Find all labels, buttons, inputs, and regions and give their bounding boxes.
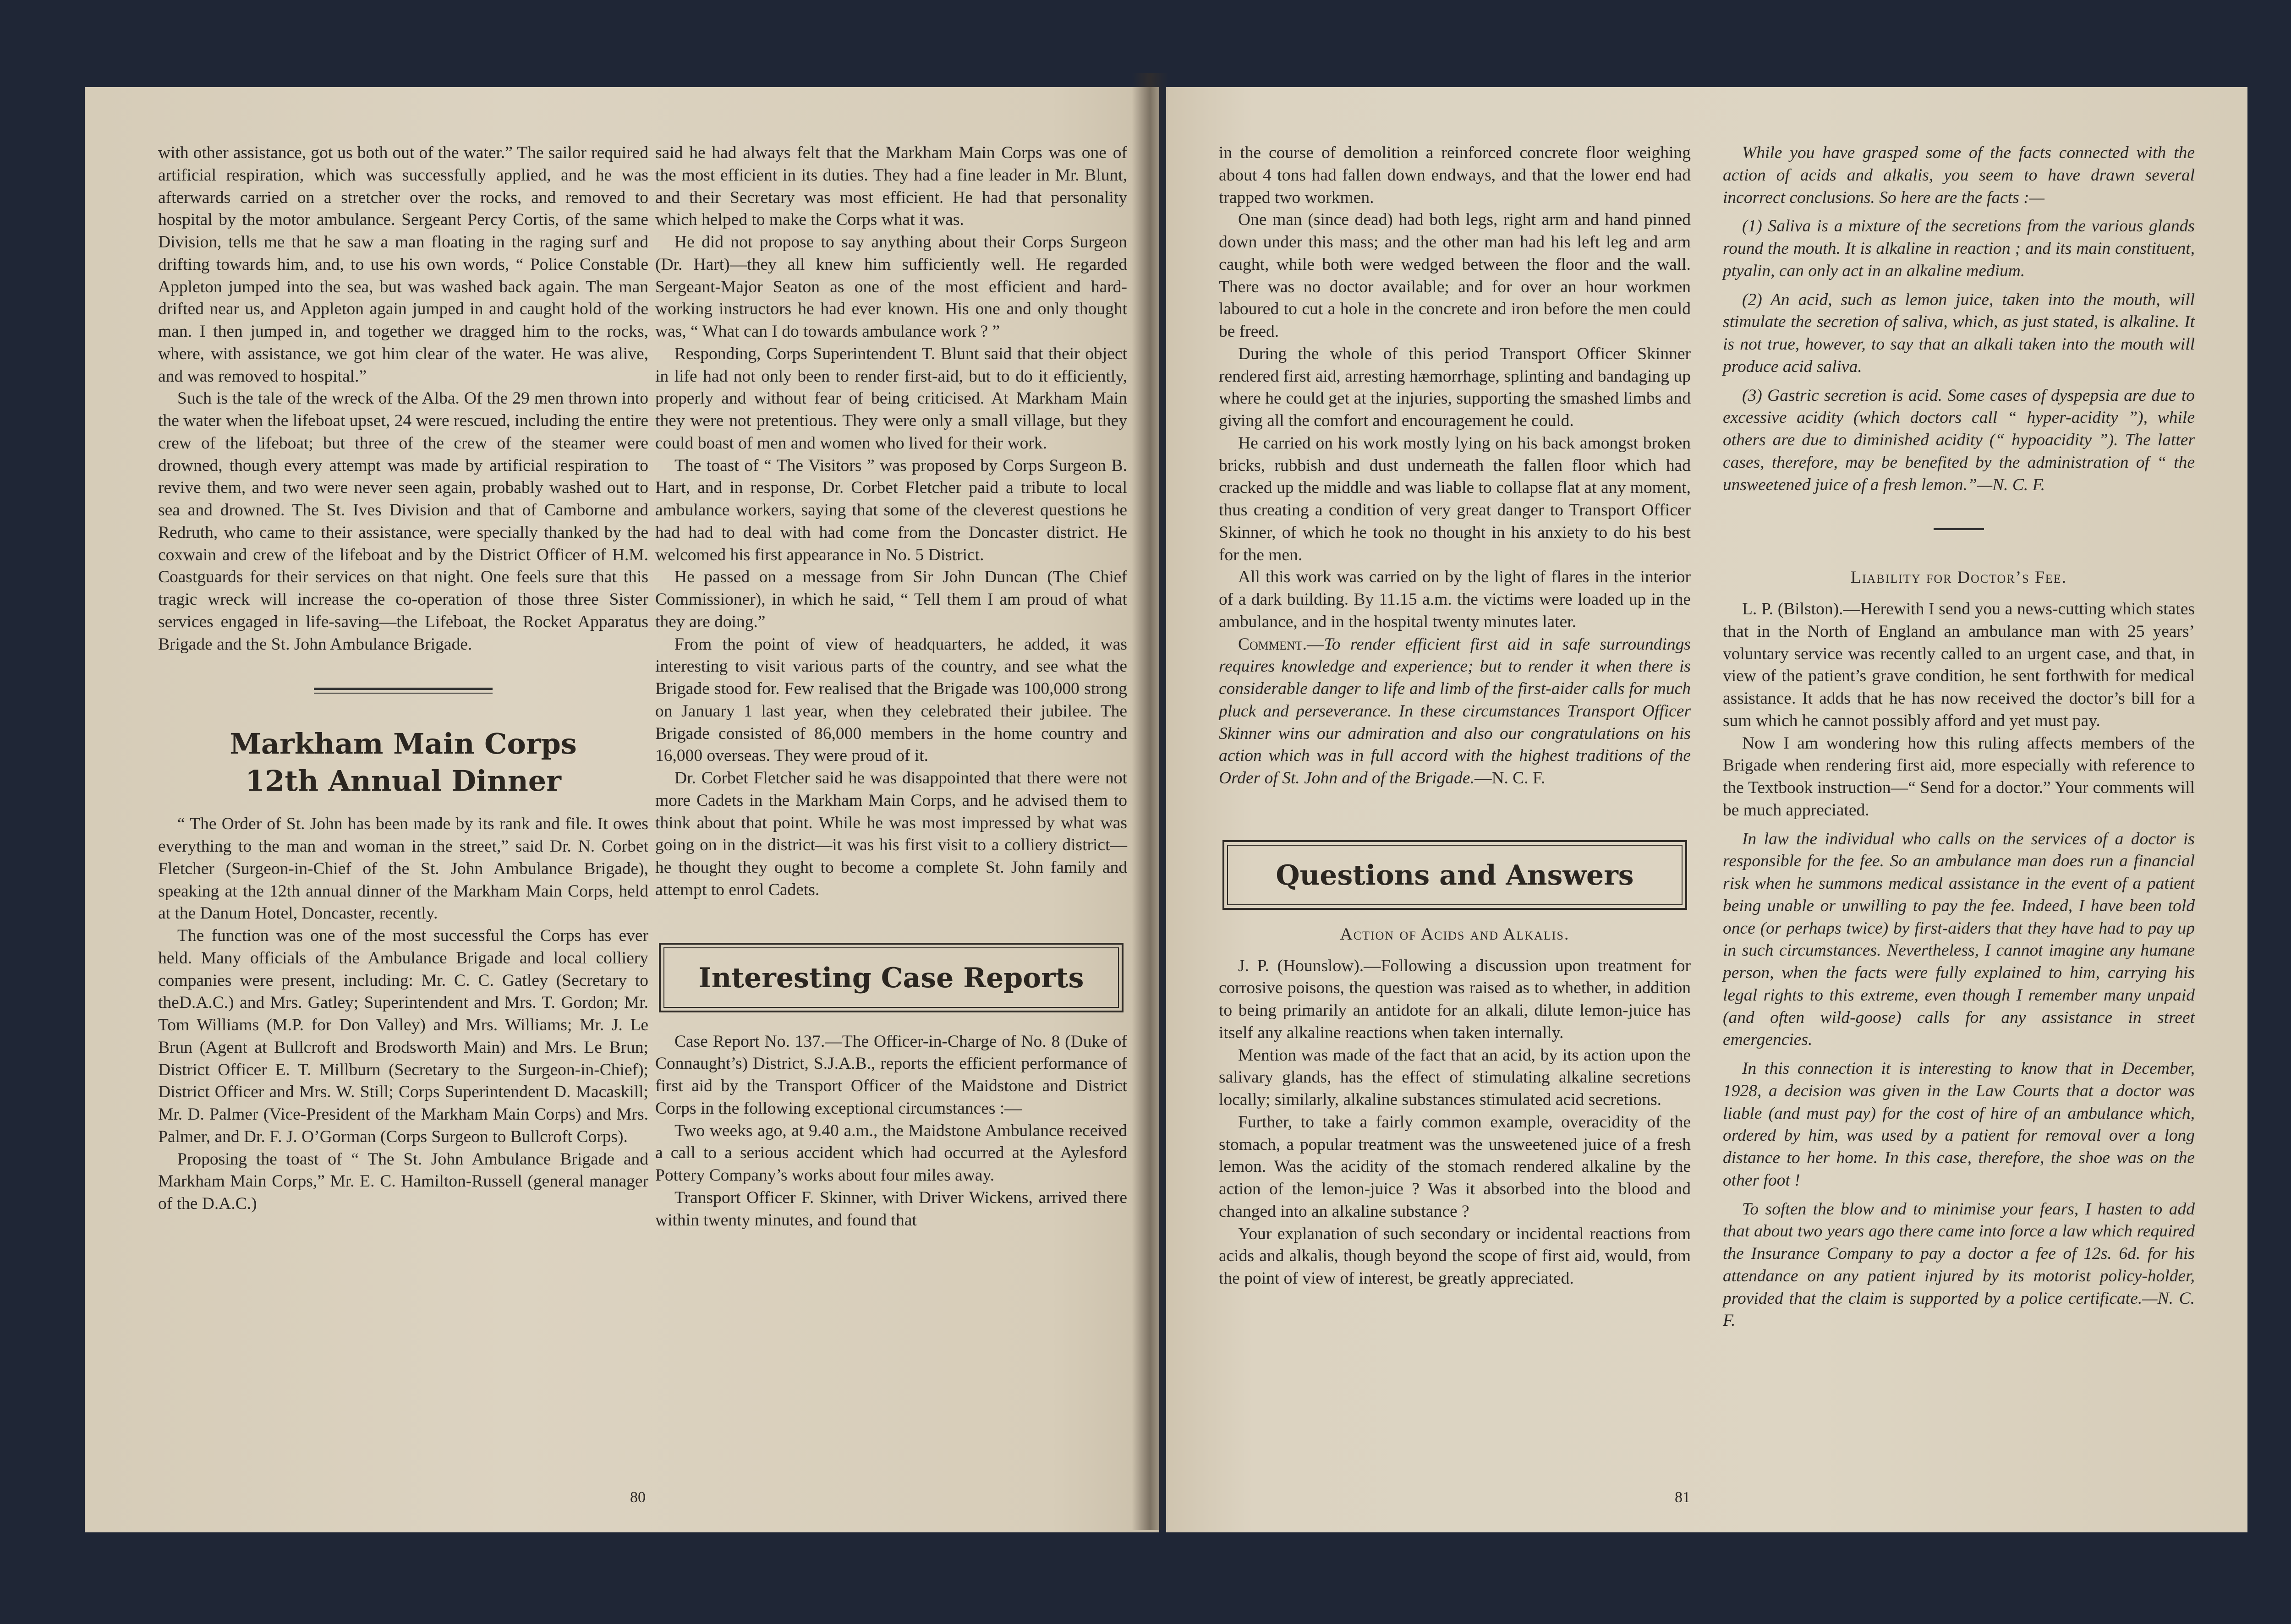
paragraph: One man (since dead) had both legs, right arm and hand pinned down under this mass; and the other man had his left leg and arm caught, while both were wedged between the floor and the wall. There was no doctor available; and for over an hour workmen laboured to cut a hole in the concrete and iron before the men could be freed. [1219,210,1691,341]
answer-paragraph: To soften the blow and to minimise your fears, I hasten to add that about two years ago there came into force a law which required the Insurance Company to pay a doctor a fee of 12s. 6d. for his attendance on any patient injured by its motorist policy-holder, provided that the claim is supported by a police certificate.—N. C. F. [1723,1199,2195,1330]
answer-paragraph: In this connection it is interesting to know that in December, 1928, a decision was given in the Law Courts that a doctor was liable (and must pay) for the cost of hire of an ambulance which, ordered by him, was used by a patient for removal over a long distance to her home. In this case, therefore, the shoe was on the other foot ! [1723,1059,2195,1190]
paragraph: Case Report No. 137.—The Officer-in-Charge of No. 8 (Duke of Connaught’s) District, S.J.A.B., reports the efficient performance of first aid by the Transport Officer of the Maidstone and District Corps in the following exceptional circumstances :— [655,1032,1127,1118]
paragraph: Such is the tale of the wreck of the Alba. Of the 29 men thrown into the water when the lifeboat upset, 24 were rescued, including the entire crew of the lifeboat; but three of the crew of the steamer were drowned, though every attempt was made by artificial respiration to revive them, and two were never seen again, probably washed out to sea and drowned. The St. Ives Division and that of Camborne and Redruth, who came to their assistance, were specially thanked by the coxwain and crew of the lifeboat and by the District Officer of H.M. Coastguards for their services on that night. One feels sure that this tragic wreck will increase the co-operation of those three Sister services engaged in life-saving—the Lifeboat, the Rocket Apparatus Brigade and the St. John Ambulance Brigade. [158,389,648,654]
paragraph: Now I am wondering how this ruling affects members of the Brigade when rendering first aid, more especially with reference to the Textbook instruction—“ Send for a doctor.” Your comments will be much appreciated. [1723,733,2195,820]
answer-paragraph: While you have grasped some of the facts connected with the action of acids and alkalis, you seem to have drawn several incorrect conclusions. So here are the facts :— [1723,143,2195,207]
answer-paragraph: (3) Gastric secretion is acid. Some cases of dyspepsia are due to excessive acidity (which doctors call “ hyper-acidity ”), while others are due to diminished acidity (“ hypoacidity ”). The latter cases, therefore, may be benefited by the administration of “ the unsweetened juice of a fresh lemon.”—N. C. F. [1723,386,2195,494]
left-page [85,87,1159,1532]
paragraph: Dr. Corbet Fletcher said he was disappointed that there were not more Cadets in the Markham Main Corps, and he advised them to think about that point. While he was most impressed by what was going on in the district—it was his first visit to a colliery district—he thought they ought to become a complete St. John family and attempt to enrol Cadets. [655,769,1127,899]
page-number: 81 [1675,1489,1690,1506]
paragraph: said he had always felt that the Markham Main Corps was one of the most efficient in its duties. They had a fine leader in Mr. Blunt, and their Secretary was most efficient. He had that personality which helped to make the Corps what it was. [655,143,1127,230]
paragraph: Proposing the toast of “ The St. John Ambulance Brigade and Markham Main Corps,” Mr. E. C. Hamilton-Russell (general manager of the D.A.C.) [158,1149,648,1214]
answer-paragraph: (1) Saliva is a mixture of the secretions from the various glands round the mouth. It is alkaline in reaction ; and its main constituent, ptyalin, can only act in an alkaline medium. [1723,217,2195,280]
paragraph: All this work was carried on by the light of flares in the interior of a dark building. By 11.15 a.m. the victims were loaded up in the ambulance, and in the hospital twenty minutes later. [1219,568,1691,631]
paragraph: Mention was made of the fact that an acid, by its action upon the salivary glands, has the effect of stimulating alkaline secretions locally; similarly, alkaline substances stimulated acid secretions. [1219,1045,1691,1109]
paragraph: Two weeks ago, at 9.40 a.m., the Maidstone Ambulance received a call to a serious accident which had occurred at the Aylesford Pottery Company’s works about four miles away. [655,1121,1127,1185]
paragraph: The function was one of the most successful the Corps has ever held. Many officials of the Ambulance Brigade and local colliery companies were present, including: Mr. C. C. Gatley (Secretary to theD.A.C.) and Mrs. Gatley; Superintendent and Mrs. T. Gordon; Mr. Tom Williams (M.P. for Don Valley) and Mrs. Williams; Mr. J. Le Brun (Agent at Bullcroft and Brodsworth Main) and Mrs. Le Brun; District Officer E. T. Millburn (Secretary to the Surgeon-in-Chief); District Officer and Mrs. W. Still; Corps Superintendent D. Macaskill; Mr. D. Palmer (Vice-President of the Markham Main Corps) and Mrs. Palmer, and Dr. F. J. O’Gorman (Corps Surgeon to Bullcroft Corps). [158,926,648,1146]
paragraph: From the point of view of headquarters, he added, it was interesting to visit various parts of the country, and see what the Brigade stood for. Few realised that the Brigade was 100,000 strong on January 1 last year, when they celebrated their jubilee. The Brigade consisted of 86,000 members in the home country and 16,000 overseas. They were proud of it. [655,634,1127,766]
paragraph: He did not propose to say anything about their Corps Surgeon (Dr. Hart)—they all knew him sufficiently well. He regarded Sergeant-Major Seaton as one of the most efficient and hard-working instructors he had ever known. His one and only thought was, “ What can I do towards ambulance work ? ” [655,233,1127,341]
answer-paragraph: In law the individual who calls on the services of a doctor is responsible for the fee. So an ambulance man does run a financial risk when he summons medical assistance in the event of a patient being unable or unwilling to pay the fee. Indeed, I have been told once (or perhaps twice) by first-aiders that they have had to pay up in such circumstances. Nevertheless, I cannot imagine any humane person, when the facts were fully explained to him, carrying his legal rights to this extreme, even though I remember many unpaid (and often wild-goose) calls for any assistance in street emergencies. [1723,829,2195,1050]
binding-gutter [1132,73,1168,1530]
paragraph: J. P. (Hounslow).—Following a discussion upon treatment for corrosive poisons, the question was raised as to whether, in addition to being primarily an antidote for an alkali, dilute lemon-juice has itself any alkaline reactions when taken internally. [1219,956,1691,1042]
comment-text: To render efficient first aid in safe surroundings requires knowledge and experience; but to render it when there is considerable danger to life and limb of the first-aider calls for much pluck and perseverance. In these circumstances Transport Officer Skinner wins our admiration and also our congratulations on his action which was in full accord with the highest traditions of the Order of St. John and of the Brigade. [1219,634,1691,787]
left-column-1 [158,142,648,1215]
paragraph: He carried on his work mostly lying on his back amongst broken bricks, rubbish and dust underneath the fallen floor which had cracked up the middle and was liable to collapse flat at any moment, thus creating a condition of very great danger to Transport Officer Skinner, of which he took no thought in his anxiety to do his best for the men. [1219,433,1691,564]
comment-sign: —N. C. F. [1474,769,1546,787]
case-reports-heading: Interesting Case Reports [663,947,1119,1008]
paragraph: in the course of demolition a reinforced concrete floor weighing about 4 tons had fallen down endways, and that the lower end had trapped two workmen. [1219,143,1691,207]
answer-paragraph: (2) An acid, such as lemon juice, taken into the mouth, will stimulate the secretion of saliva, which, as just stated, is alkaline. It is not true, however, to say that an alkali taken into the mouth will produce acid saliva. [1723,290,2195,376]
paragraph: During the whole of this period Transport Officer Skinner rendered first aid, arresting hæmorrhage, splinting and bandaging up where he could get at the injuries, supporting the smashed limbs and giving all the comfort and encouragement he could. [1219,344,1691,430]
paragraph: He passed on a message from Sir John Duncan (The Chief Commissioner), in which he said, “ Tell them I am proud of what they are doing.” [655,568,1127,631]
case-reports-heading-box [659,943,1124,1012]
paragraph: Transport Officer F. Skinner, with Driver Wickens, arrived there within twenty minutes, and found that [655,1188,1127,1230]
left-column-2 [655,142,1127,1231]
section-divider [314,688,493,694]
acids-subheading: Action of Acids and Alkalis. [1340,924,1570,944]
right-column-1 [1219,142,1691,1290]
section-divider [1934,528,1984,530]
paragraph: Your explanation of such secondary or incidental reactions from acids and alkalis, though beyond the scope of first aid, would, from the point of view of interest, be greatly appreciated. [1219,1224,1691,1288]
markham-heading [158,726,648,799]
paragraph: L. P. (Bilston).—Herewith I send you a news-cutting which states that in the North of England an ambulance man with 25 years’ voluntary service was recently called to an urgent case, and that, in view of the patient’s grave condition, he sent forthwith for medical assistance. It adds that he has now received the doctor’s bill for a sum which he cannot possibly afford and yet must pay. [1723,600,2195,730]
comment-paragraph [1219,634,1691,790]
markham-heading-line2: 12th Annual Dinner [245,764,561,798]
paragraph: “ The Order of St. John has been made by its rank and file. It owes everything to the man and woman in the street,” said Dr. N. Corbet Fletcher (Surgeon-in-Chief of the St. John Ambulance Brigade), speaking at the 12th annual dinner of the Markham Main Corps, held at the Danum Hotel, Doncaster, recently. [158,815,648,923]
qa-heading: Questions and Answers [1227,845,1683,905]
right-page [1166,87,2247,1532]
markham-heading-line1: Markham Main Corps [230,727,577,761]
paragraph: The toast of “ The Visitors ” was proposed by Corps Surgeon B. Hart, and in response, Dr. Corbet Fletcher paid a tribute to local ambulance workers, saying that some of the cleverest questions he had had to deal with had come from the Doncaster district. He welcomed his first appearance in No. 5 District. [655,456,1127,564]
right-column-2 [1723,142,2195,1332]
page-number: 80 [630,1489,646,1506]
fee-subheading: Liability for Doctor’s Fee. [1851,568,2067,587]
comment-label: Comment.— [1238,634,1324,654]
qa-heading-box [1222,840,1687,910]
paragraph: Further, to take a fairly common example, overacidity of the stomach, a popular treatment was the unsweetened juice of a fresh lemon. Was the acidity of the stomach rendered alkaline by the action of the lemon-juice ? Was it absorbed into the blood and changed into an alkaline substance ? [1219,1112,1691,1221]
paragraph: with other assistance, got us both out of the water.” The sailor required artificial respiration, which was successfully applied, and he was afterwards carried on a stretcher over the rocks, and removed to hospital by the motor ambulance. Sergeant Percy Cortis, of the same Division, tells me that he saw a man floating in the raging surf and drifting towards him, and, to use his own words, “ Police Constable Appleton jumped into the sea, but was washed back again. The man drifted near us, and Appleton again jumped in and caught hold of the man. I then jumped in, and together we dragged him to the rocks, where, with assistance, we got him clear of the water. He was alive, and was removed to hospital.” [158,143,648,386]
paragraph: Responding, Corps Superintendent T. Blunt said that their object in life had not only been to render first-aid, but to do it efficiently, properly and without fear of being criticised. At Markham Main they were not pretentious. They were only a small village, but they could boast of men and women who lived for their work. [655,344,1127,453]
